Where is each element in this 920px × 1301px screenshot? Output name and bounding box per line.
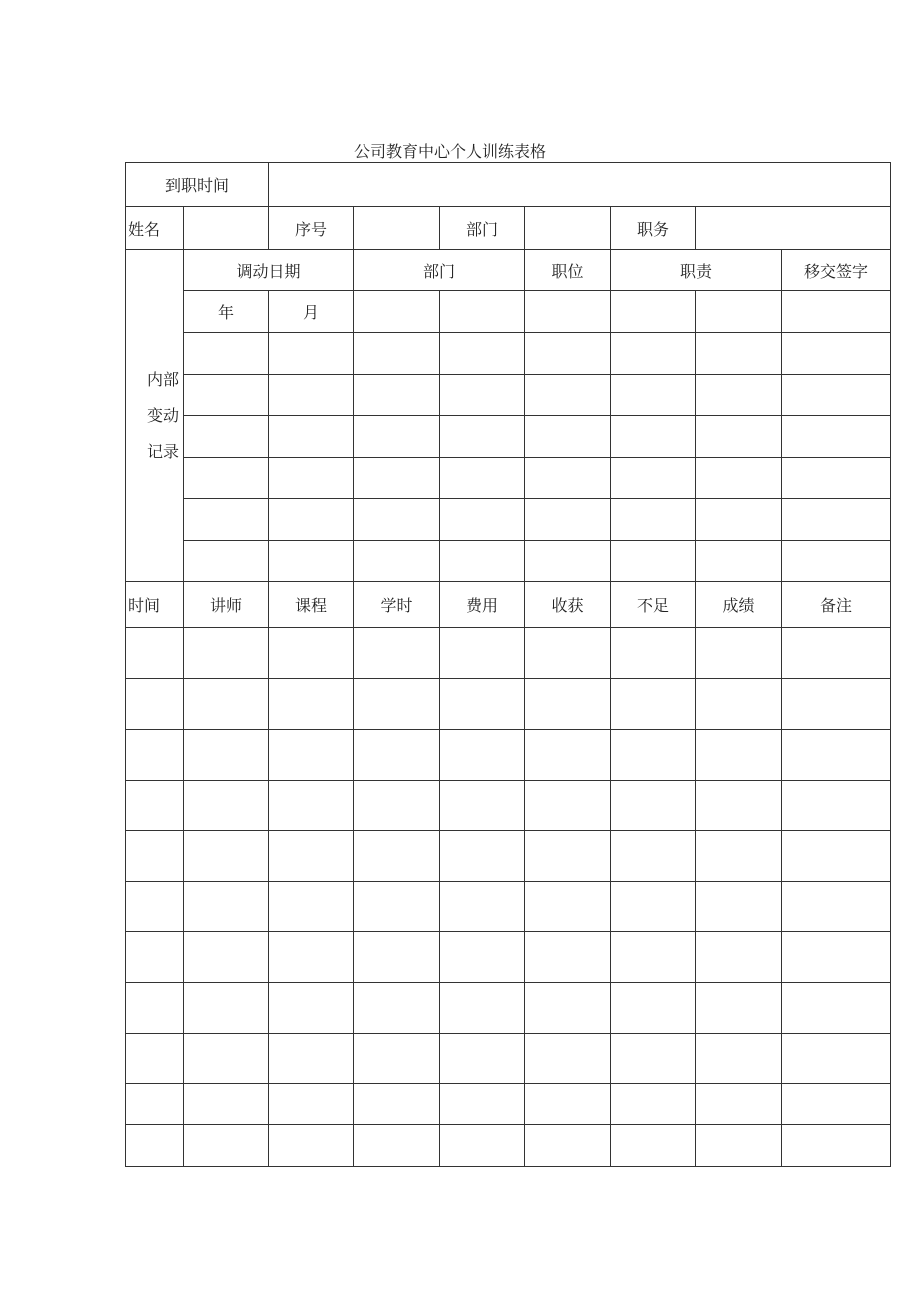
training-row (126, 679, 891, 730)
cell[interactable] (611, 291, 696, 333)
col-time-header: 时间 (126, 582, 184, 628)
training-form-table (125, 162, 891, 1167)
hire-date-label: 到职时间 (126, 163, 269, 207)
internal-transfer-label: 内部 变动 记录 (126, 250, 184, 582)
form-title: 公司教育中心个人训练表格 (353, 142, 546, 161)
training-row (126, 628, 891, 679)
name-label: 姓名 (126, 207, 184, 250)
transfer-post-header: 职位 (525, 250, 611, 291)
position-label: 职务 (611, 207, 696, 250)
transfer-duty-header: 职责 (611, 250, 782, 291)
cell[interactable] (440, 291, 525, 333)
transfer-row (126, 499, 891, 541)
hire-date-field[interactable] (269, 163, 891, 207)
training-row (126, 932, 891, 983)
dept-label: 部门 (440, 207, 525, 250)
transfer-handover-header: 移交签字 (782, 250, 891, 291)
training-row (126, 1034, 891, 1084)
name-field[interactable] (184, 207, 269, 250)
cell[interactable] (782, 291, 891, 333)
serial-field[interactable] (354, 207, 440, 250)
col-shortfall-header: 不足 (611, 582, 696, 628)
col-gains-header: 收获 (525, 582, 611, 628)
serial-label: 序号 (269, 207, 354, 250)
dept-field[interactable] (525, 207, 611, 250)
col-remarks-header: 备注 (782, 582, 891, 628)
training-row (126, 983, 891, 1034)
year-header: 年 (184, 291, 269, 333)
position-field[interactable] (696, 207, 891, 250)
transfer-row (126, 416, 891, 458)
cell[interactable] (354, 291, 440, 333)
training-header-row (126, 582, 891, 628)
transfer-row (126, 375, 891, 416)
col-lecturer-header: 讲师 (184, 582, 269, 628)
cell[interactable] (525, 291, 611, 333)
transfer-row (126, 333, 891, 375)
training-row (126, 882, 891, 932)
training-row (126, 781, 891, 831)
training-row (126, 1084, 891, 1125)
col-hours-header: 学时 (354, 582, 440, 628)
training-row (126, 730, 891, 781)
transfer-row (126, 541, 891, 582)
cell[interactable] (696, 291, 782, 333)
col-cost-header: 费用 (440, 582, 525, 628)
transfer-row (126, 458, 891, 499)
col-course-header: 课程 (269, 582, 354, 628)
month-header: 月 (269, 291, 354, 333)
transfer-dept-header: 部门 (354, 250, 525, 291)
training-row (126, 831, 891, 882)
training-row (126, 1125, 891, 1167)
col-score-header: 成绩 (696, 582, 782, 628)
transfer-date-header: 调动日期 (184, 250, 354, 291)
